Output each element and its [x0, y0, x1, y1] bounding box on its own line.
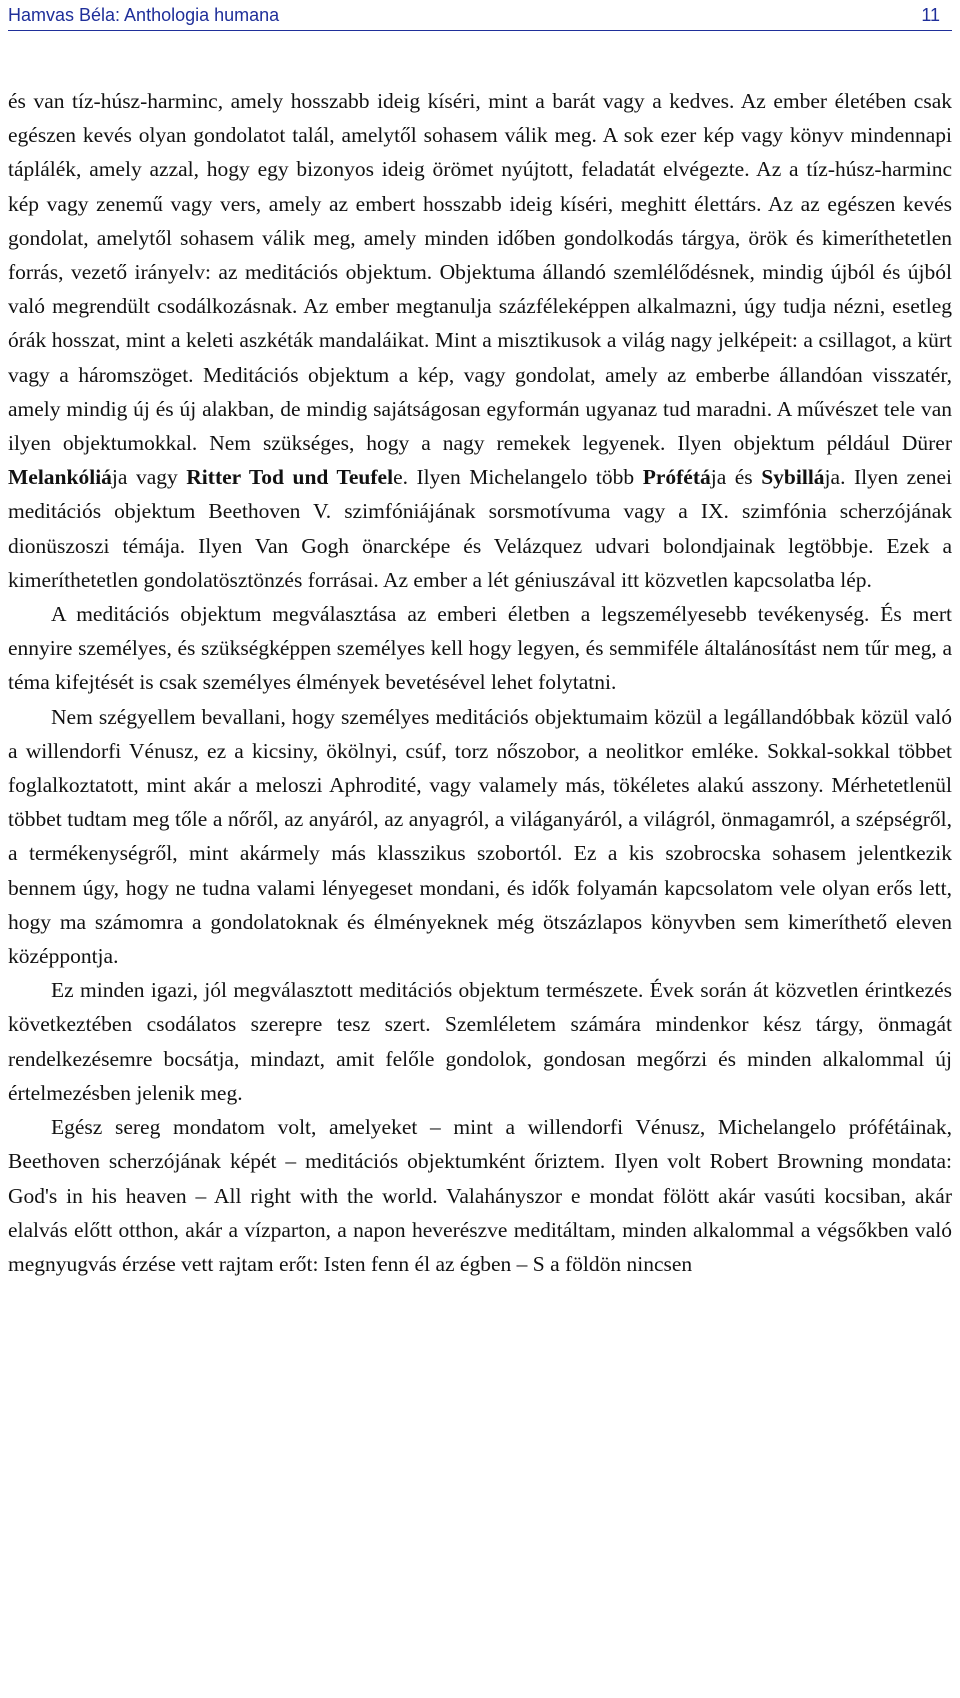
text-run: és van tíz-húsz-harminc, amely hosszabb ideig kíséri, mint a barát vagy a kedves. Az ember életében csak egészen kevés olyan gondolatot talál, amelytől sohasem válik meg. A sok ezer kép vagy könyv mindennapi táplálék, amely azzal, hogy egy bizonyos ideig örömet nyújtott, feladatát elvégezte. Az a tíz-húsz-harminc kép vagy zenemű vagy vers, amely az embert hosszabb ideig kíséri, meghitt élettárs. Az az egészen kevés gondolat, amelytől sohasem válik meg, amely minden időben gondolkodás tárgya, örök és kimeríthetetlen forrás, vezető irányelv: az meditációs objektum. Objektuma állandó szemlélődésnek, mindig újból és újból való megrendült csodálkozásnak. Az ember megtanulja százféleképpen alkalmazni, úgy tudja nézni, esetleg órák hosszat, mint a keleti aszkéták mandaláikat. Mint a misztikusok a világ nagy jelképeit: a csillagot, a kürt vagy a háromszöget. Meditációs objektum a kép, vagy gondolat, amely az emberbe állandóan visszatér, amely mindig új és új alakban, de mindig sajátságosan egyformán ugyanaz tud maradni. A művészet tele van ilyen objektumokkal. Nem szükséges, hogy a nagy remekek legyenek. Ilyen objektum például Dürer	[8, 89, 952, 456]
bold-title-profeta: Prófétá	[642, 465, 711, 490]
bold-title-sybilla: Sybillá	[761, 465, 825, 490]
text-run: e. Ilyen Michelangelo több	[393, 465, 643, 490]
text-run: Ez minden igazi, jól megválasztott meditációs objektum természete. Évek során át közvetlen érintkezés következtében csodálatos szerepre tesz szert. Szemléletem számára mindenkor kész tárgy, önmagát rendelkezésemre bocsátja, mindazt, amit felőle gondolok, gondosan megőrzi és minden alkalommal új értelmezésben jelenik meg.	[8, 978, 952, 1105]
page-number: 11	[921, 5, 940, 25]
running-header	[8, 2, 952, 31]
header-title: Hamvas Béla: Anthologia humana	[8, 5, 280, 25]
text-run: A meditációs objektum megválasztása az emberi életben a legszemélyesebb tevékenység. És mert ennyire személyes, és szükségképpen személyes kell hogy legyen, és semmiféle általánosítást nem tűr meg, a téma kifejtését is csak személyes élmények bevetésével lehet folytatni.	[8, 602, 952, 695]
text-run: Nem szégyellem bevallani, hogy személyes meditációs objektumaim közül a legállandóbbak közül való a willendorfi Vénusz, ez a kicsiny, ökölnyi, csúf, torz nőszobor, a neolitkor emléke. Sokkal-sokkal többet foglalkoztatott, mint akár a meloszi Aphrodité, vagy valamely más, tökéletes alakú asszony. Mérhetetlenül többet tudtam meg tőle a nőről, az anyáról, az anyagról, a világanyáról, a világról, önmagamról, a szépségről, a termékenységről, mint akármely más klasszikus szobortól. Ez a kis szobrocska sohasem jelentkezik bennem úgy, hogy ne tudna valami lényegeset mondani, és idők folyamán kapcsolatom vele olyan erős lett, hogy ma számomra a gondolatoknak és élményeknek még ötszázlapos könyvben sem kimeríthető eleven középpontja.	[8, 704, 952, 969]
bold-title-melankolia: Melankóliá	[8, 465, 112, 490]
paragraph-4	[8, 973, 952, 1110]
paragraph-3	[8, 700, 952, 974]
text-run: ja vagy	[111, 465, 187, 490]
paragraph-2	[8, 597, 952, 700]
text-run: Egész sereg mondatom volt, amelyeket – mint a willendorfi Vénusz, Michelangelo prófétáinak, Beethoven scherzójának képét – meditációs objektumként őriztem. Ilyen volt Robert Browning mondata: God's in his heaven – All right with the world. Valahányszor e mondat fölött akár vasúti kocsiban, akár elalvás előtt otthon, akár a vízparton, a napon heverészve meditáltam, minden alkalommal a végsőkben való megnyugvás érzése vett rajtam erőt: Isten fenn él az égben – S a földön nincsen	[8, 1115, 952, 1276]
paragraph-1	[8, 84, 952, 597]
paragraph-5	[8, 1110, 952, 1281]
body-text	[8, 84, 952, 1281]
bold-title-ritter: Ritter Tod und Teufel	[186, 465, 394, 490]
text-run: ja. Ilyen zenei meditációs objektum Beethoven V. szimfóniájának sorsmotívuma vagy a IX. szimfónia scherzójának dionüszoszi témája. Ilyen Van Gogh önarcképe és Velázquez udvari bolondjainak legtöbbje. Ezek a kimeríthetetlen gondolatösztönzés forrásai. Az ember a lét géniuszával itt közvetlen kapcsolatba lép.	[8, 465, 953, 592]
text-run: ja és	[710, 465, 762, 490]
